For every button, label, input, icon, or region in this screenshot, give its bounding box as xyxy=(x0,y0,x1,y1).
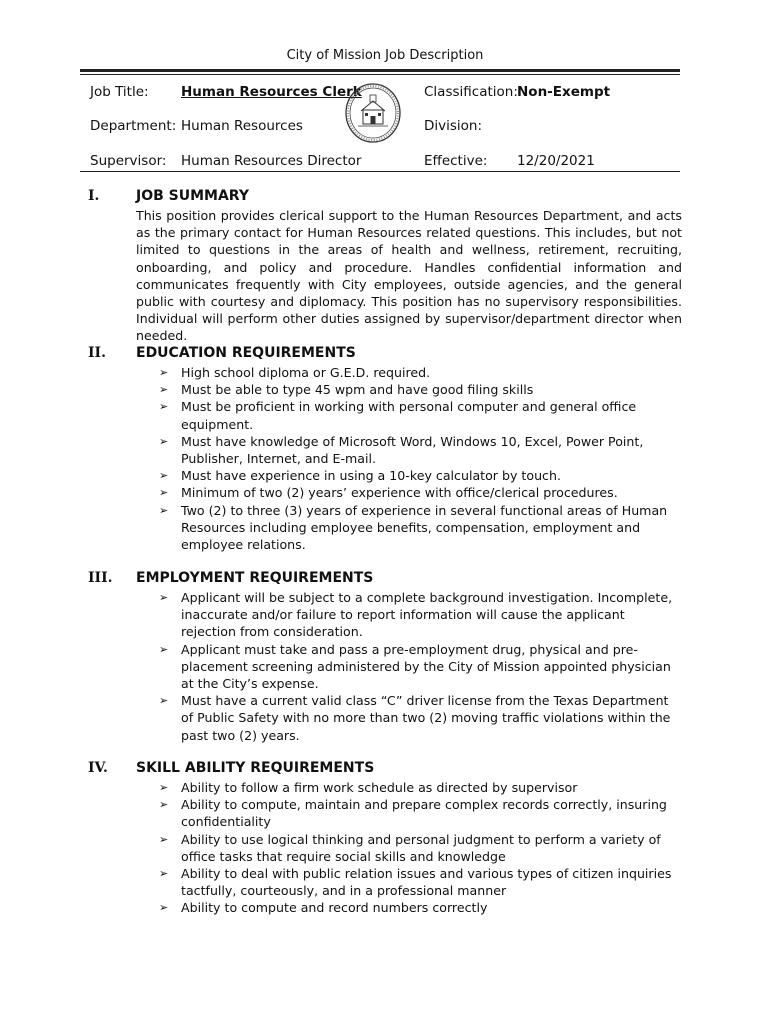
department-value: Human Resources xyxy=(181,118,303,134)
education-list xyxy=(181,364,681,553)
header-rule-thick xyxy=(80,69,680,72)
list-item: ➢ Must have experience in using a 10-key calculator by touch. xyxy=(181,467,681,484)
section-title: JOB SUMMARY xyxy=(136,188,249,204)
header-rule-thin xyxy=(80,74,680,75)
header-rule-bottom xyxy=(80,171,680,172)
list-item: ➢ Must be proficient in working with personal computer and general office equipment. xyxy=(181,398,681,432)
section-number: IV. xyxy=(88,760,108,776)
document-title: City of Mission Job Description xyxy=(286,48,484,63)
list-item: ➢ High school diploma or G.E.D. required. xyxy=(181,364,681,381)
list-item: ➢ Must be able to type 45 wpm and have good filing skills xyxy=(181,381,681,398)
list-item: ➢ Must have a current valid class “C” driver license from the Texas Department of Public Safety with no more than two (2) moving traffic violations within the past two (2) years. xyxy=(181,692,681,744)
supervisor-value: Human Resources Director xyxy=(181,153,362,169)
section-number: I. xyxy=(88,188,100,204)
section-number: II. xyxy=(88,345,106,361)
effective-value: 12/20/2021 xyxy=(517,153,595,169)
list-item: ➢ Ability to deal with public relation issues and various types of citizen inquiries tactfully, courteously, and in a professional manner xyxy=(181,865,681,899)
job-title-label: Job Title: xyxy=(90,84,149,100)
list-item: ➢ Minimum of two (2) years’ experience with office/clerical procedures. xyxy=(181,484,681,501)
job-title-value: Human Resources Clerk xyxy=(181,84,362,100)
list-item: ➢ Applicant will be subject to a complete background investigation. Incomplete, inaccurate and/or failure to report information will cause the applicant rejection from consideration. xyxy=(181,589,681,641)
classification-label: Classification: xyxy=(424,84,518,100)
skill-ability-list xyxy=(181,779,681,917)
list-item: ➢ Must have knowledge of Microsoft Word, Windows 10, Excel, Power Point, Publisher, Internet, and E-mail. xyxy=(181,433,681,467)
list-item: ➢ Ability to compute and record numbers correctly xyxy=(181,899,681,916)
section-title: EDUCATION REQUIREMENTS xyxy=(136,345,356,361)
city-seal-icon xyxy=(344,82,402,144)
division-label: Division: xyxy=(424,118,483,134)
department-label: Department: xyxy=(90,118,177,134)
list-item: ➢ Ability to use logical thinking and personal judgment to perform a variety of office tasks that require social skills and knowledge xyxy=(181,831,681,865)
classification-value: Non-Exempt xyxy=(517,84,611,100)
job-summary-text: This position provides clerical support to the Human Resources Department, and acts as the primary contact for Human Resources related questions. This includes, but not limited to questions in the areas of health and wellness, retirement, recruiting, onboarding, and policy and procedure. Handles confidential information and communicates frequently with City employees, outside agencies, and the general public with courtesy and diplomacy. This position has no supervisory responsibilities. Individual will perform other duties assigned by supervisor/department director when needed. xyxy=(136,208,682,344)
list-item: ➢ Ability to follow a firm work schedule as directed by supervisor xyxy=(181,779,681,796)
section-title: EMPLOYMENT REQUIREMENTS xyxy=(136,570,374,586)
employment-list xyxy=(181,589,681,744)
list-item: ➢ Ability to compute, maintain and prepare complex records correctly, insuring confidentiality xyxy=(181,796,681,830)
section-title: SKILL ABILITY REQUIREMENTS xyxy=(136,760,375,776)
list-item: ➢ Two (2) to three (3) years of experience in several functional areas of Human Resources including employee benefits, compensation, employment and employee relations. xyxy=(181,502,681,554)
effective-label: Effective: xyxy=(424,153,488,169)
supervisor-label: Supervisor: xyxy=(90,153,167,169)
list-item: ➢ Applicant must take and pass a pre-employment drug, physical and pre-placement screening administered by the City of Mission appointed physician at the City’s expense. xyxy=(181,641,681,693)
section-number: III. xyxy=(88,570,113,586)
